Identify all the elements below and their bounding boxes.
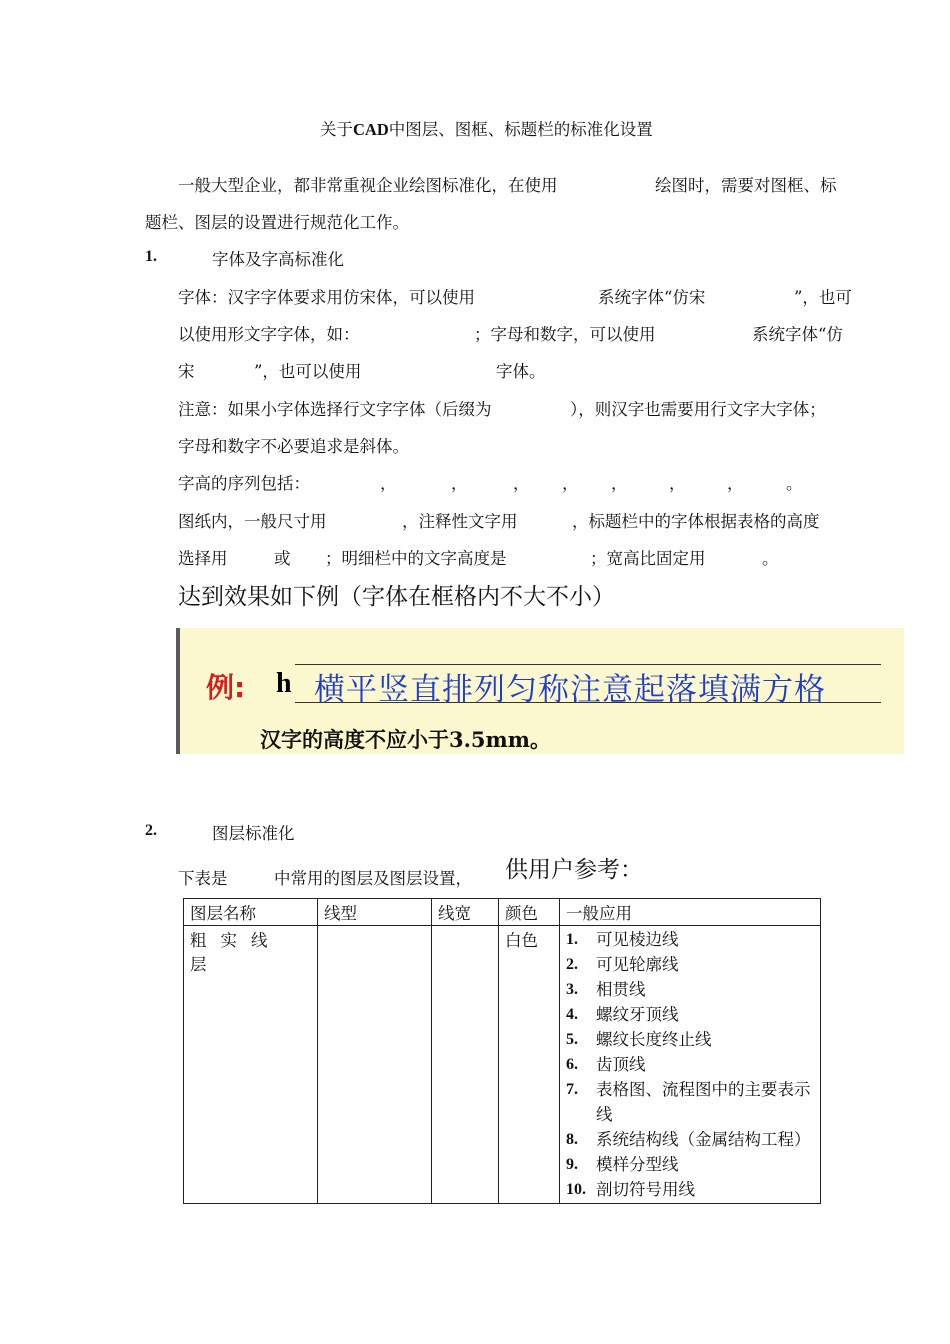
note-line1b: ），则汉字也需要用行文字大字体； <box>570 400 826 419</box>
example-label: 例: <box>206 671 246 704</box>
height-sep-4: ， <box>562 474 579 493</box>
section1-heading: 字体及字高标准化 <box>212 250 344 269</box>
table-header-row <box>184 899 821 926</box>
cell-linewidth <box>432 926 499 1204</box>
page-title <box>320 116 653 140</box>
cell-usage <box>560 926 821 1204</box>
list-item: 4. 螺纹牙顶线 <box>566 1005 679 1024</box>
example-image <box>176 628 904 754</box>
cell-layer-name <box>184 926 318 1204</box>
list-item: 1. 可见棱边线 <box>566 930 679 949</box>
list-item: 2. 可见轮廓线 <box>566 955 679 974</box>
sel-a: 选择用 <box>178 549 228 568</box>
height-sep-1: ， <box>380 474 397 493</box>
section2-heading: 图层标准化 <box>212 824 295 843</box>
list-item: 8. 系统结构线（金属结构工程） <box>566 1130 811 1149</box>
list-item: 6. 齿顶线 <box>566 1055 646 1074</box>
title-prefix: 关于 <box>320 120 353 139</box>
title-suffix: 中图层、图框、标题栏的标准化设置 <box>388 120 653 139</box>
section2-lead-a: 下表是 <box>178 869 228 888</box>
font-line2a: 以使用形文字字体，如： <box>178 325 360 344</box>
intro-line2: 题栏、图层的设置进行规范化工作。 <box>145 213 409 232</box>
header-linewidth: 线宽 <box>432 899 499 926</box>
height-sep-2: ， <box>451 474 468 493</box>
height-sep-5: ， <box>611 474 628 493</box>
font-line1b: 系统字体“仿宋 <box>598 288 706 307</box>
sel-e: 。 <box>762 549 779 568</box>
intro-line1b: 绘图时，需要对图框、标 <box>655 176 837 195</box>
list-item: 9. 模样分型线 <box>566 1155 679 1174</box>
list-item: 3. 相贯线 <box>566 980 646 999</box>
note-line1a: 注意：如果小字体选择行文字字体（后缀为 <box>178 400 492 419</box>
list-item: 10. 剖切符号用线 <box>566 1180 695 1199</box>
effect-heading: 达到效果如下例（字体在框格内不大不小） <box>178 584 615 610</box>
dims-b: ，注释性文字用 <box>402 512 518 531</box>
height-sep-7: ， <box>727 474 744 493</box>
sel-c: ；明细栏中的文字高度是 <box>325 549 507 568</box>
height-sep-6: ， <box>669 474 686 493</box>
font-line3a: 宋 <box>178 362 195 381</box>
usage-list <box>566 927 814 1202</box>
dims-c: ，标题栏中的字体根据表格的高度 <box>572 512 820 531</box>
section2-lead-b: 中常用的图层及图层设置， <box>274 869 472 888</box>
dims-a: 图纸内，一般尺寸用 <box>178 512 327 531</box>
font-line3b: ”，也可以使用 <box>254 362 362 381</box>
example-h: h <box>276 668 292 699</box>
layer-name-text: 粗实线层 <box>190 931 282 974</box>
sel-d: ；宽高比固定用 <box>590 549 706 568</box>
cell-color: 白色 <box>499 926 560 1204</box>
title-cad: CAD <box>353 120 389 139</box>
font-line2b: ；字母和数字，可以使用 <box>474 325 656 344</box>
layer-table <box>183 898 821 1204</box>
header-color: 颜色 <box>499 899 560 926</box>
header-layer-name: 图层名称 <box>184 899 318 926</box>
note-line2: 字母和数字不必要追求是斜体。 <box>178 437 409 456</box>
section1-number: 1. <box>145 248 157 265</box>
font-line1a: 字体：汉字字体要求用仿宋体，可以使用 <box>178 288 475 307</box>
header-usage: 一般应用 <box>560 899 821 926</box>
height-sequence-label: 字高的序列包括： <box>178 474 310 493</box>
list-item: 7. 表格图、流程图中的主要表示线 <box>566 1080 811 1124</box>
font-line2c: 系统字体“仿 <box>752 325 843 344</box>
section2-lead-c: 供用户参考： <box>505 857 643 883</box>
example-text: 横平竖直排列匀称注意起落填满方格 <box>314 672 826 708</box>
example-note: 汉字的高度不应小于3.5mm。 <box>260 727 551 752</box>
height-sep-8: 。 <box>786 474 803 493</box>
sel-b: 或 <box>274 549 291 568</box>
list-item: 5. 螺纹长度终止线 <box>566 1030 712 1049</box>
section2-number: 2. <box>145 822 157 839</box>
intro-line1a: 一般大型企业，都非常重视企业绘图标准化，在使用 <box>178 176 558 195</box>
header-linetype: 线型 <box>318 899 432 926</box>
font-line1c: ”，也可 <box>794 288 852 307</box>
table-row <box>184 926 821 1204</box>
font-line3c: 字体。 <box>496 362 546 381</box>
cell-linetype <box>318 926 432 1204</box>
height-sep-3: ， <box>513 474 530 493</box>
